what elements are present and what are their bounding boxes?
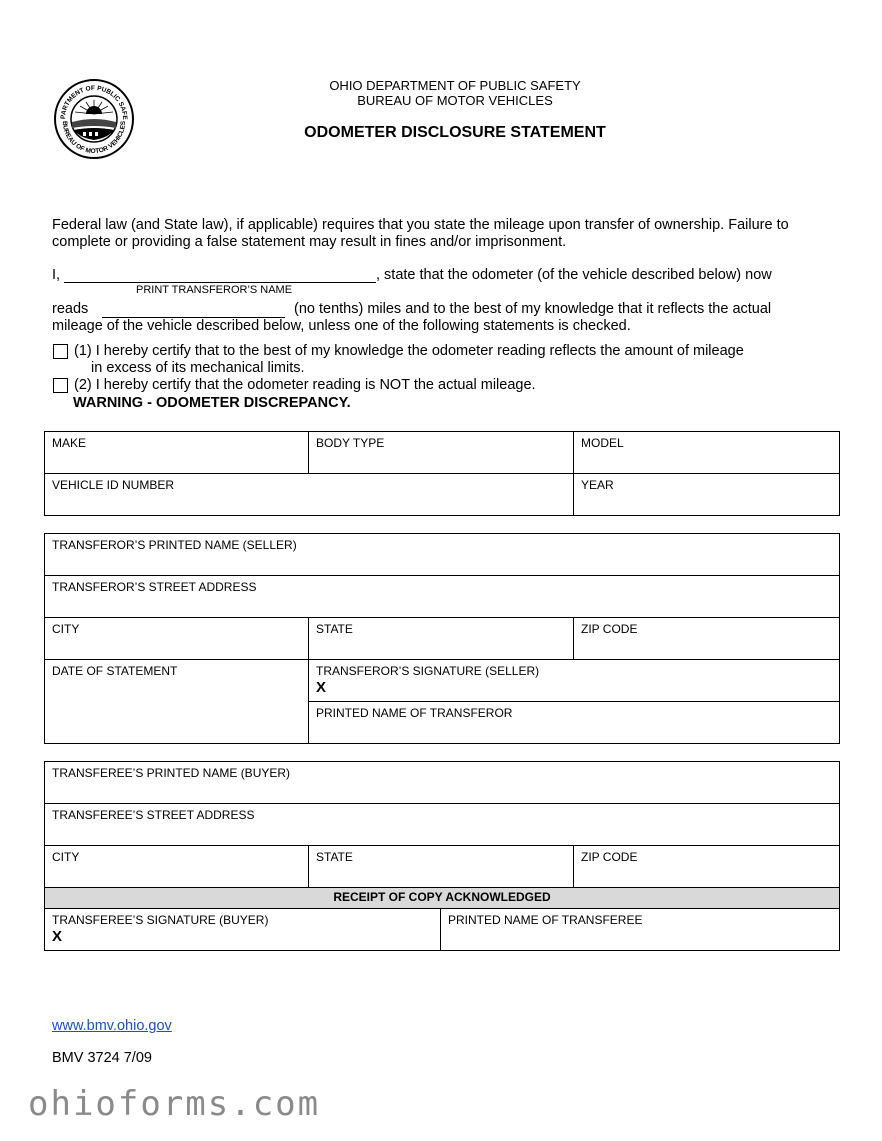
transferor-state-label: STATE: [316, 622, 353, 636]
transferee-zip-label: ZIP CODE: [581, 850, 638, 864]
year-field[interactable]: [574, 474, 840, 516]
model-field[interactable]: [574, 432, 840, 474]
checkbox-not-actual-mileage[interactable]: [53, 378, 68, 393]
make-field[interactable]: [45, 432, 309, 474]
checkbox-mechanical-limits[interactable]: [53, 344, 68, 359]
transferor-address-field[interactable]: [45, 576, 840, 618]
transferee-address-label: TRANSFEREE’S STREET ADDRESS: [52, 808, 255, 822]
transferee-zip-field[interactable]: [574, 846, 840, 888]
svg-text:DEPARTMENT OF PUBLIC SAFETY: PARTMENT OF PUBLIC SAFE: [59, 84, 129, 120]
page-title: ODOMETER DISCLOSURE STATEMENT: [304, 124, 606, 141]
transferee-signature-x: X: [52, 928, 63, 945]
warning-text: WARNING - ODOMETER DISCREPANCY.: [73, 395, 351, 411]
transferee-table: [44, 761, 840, 951]
form-number: BMV 3724 7/09: [52, 1050, 152, 1066]
intro-line-2: complete or providing a false statement may result in fines and/or imprisonment.: [52, 234, 567, 250]
bmv-website-link[interactable]: www.bmv.ohio.gov: [52, 1018, 172, 1034]
make-label: MAKE: [52, 436, 87, 450]
intro-line-1: Federal law (and State law), if applicable) requires that you state the mileage upon transfer of ownership. Failure to: [52, 217, 789, 233]
transferee-signature-field[interactable]: [45, 909, 441, 951]
transferee-name-field[interactable]: [45, 762, 840, 804]
transferor-name-line[interactable]: [64, 282, 376, 283]
transferor-city-label: CITY: [52, 622, 80, 636]
check-1-line-1: (1) I hereby certify that to the best of my knowledge the odometer reading reflects the amount of mileage: [74, 343, 744, 359]
receipt-acknowledged-band: RECEIPT OF COPY ACKNOWLEDGED: [45, 888, 840, 909]
reads-label: reads: [52, 301, 89, 317]
transferor-state-field[interactable]: [309, 618, 574, 660]
statement-date-field[interactable]: [45, 660, 309, 744]
agency-line-1: OHIO DEPARTMENT OF PUBLIC SAFETY: [329, 78, 581, 93]
model-label: MODEL: [581, 436, 624, 450]
vin-label: VEHICLE ID NUMBER: [52, 478, 175, 492]
watermark: ohioforms.com: [28, 1084, 321, 1124]
check-2-line-1: (2) I hereby certify that the odometer reading is NOT the actual mileage.: [74, 377, 536, 393]
transferor-printed-name-label: PRINTED NAME OF TRANSFEROR: [316, 706, 513, 720]
transferor-address-label: TRANSFEROR’S STREET ADDRESS: [52, 580, 257, 594]
transferor-city-field[interactable]: [45, 618, 309, 660]
statement-after-reading: (no tenths) miles and to the best of my knowledge that it reflects the actual: [294, 301, 772, 317]
transferor-zip-label: ZIP CODE: [581, 622, 638, 636]
transferee-city-field[interactable]: [45, 846, 309, 888]
transferor-signature-x: X: [316, 679, 327, 696]
year-label: YEAR: [581, 478, 614, 492]
transferor-signature-label: TRANSFEROR’S SIGNATURE (SELLER): [316, 664, 540, 678]
statement-prefix: I,: [52, 267, 61, 283]
transferee-printed-name-label: PRINTED NAME OF TRANSFEREE: [448, 913, 643, 927]
transferee-city-label: CITY: [52, 850, 80, 864]
transferor-printed-name-field[interactable]: [309, 702, 840, 744]
transferee-address-field[interactable]: [45, 804, 840, 846]
body-type-field[interactable]: [309, 432, 574, 474]
agency-line-2: BUREAU OF MOTOR VEHICLES: [357, 93, 553, 108]
transferor-table: [44, 533, 840, 744]
check-1-line-2: in excess of its mechanical limits.: [91, 360, 305, 376]
statement-date-label: DATE OF STATEMENT: [52, 664, 178, 678]
transferor-name-caption: PRINT TRANSFEROR’S NAME: [136, 284, 293, 296]
statement-line-3: mileage of the vehicle described below, unless one of the following statements is checked.: [52, 318, 631, 334]
body-type-label: BODY TYPE: [316, 436, 385, 450]
transferee-printed-name-field[interactable]: [441, 909, 840, 951]
transferee-signature-label: TRANSFEREE’S SIGNATURE (BUYER): [52, 913, 269, 927]
vehicle-table: [44, 431, 840, 516]
transferor-zip-field[interactable]: [574, 618, 840, 660]
transferee-state-field[interactable]: [309, 846, 574, 888]
transferor-signature-field[interactable]: [309, 660, 840, 702]
transferor-name-field[interactable]: [45, 534, 840, 576]
transferee-name-label: TRANSFEREE’S PRINTED NAME (BUYER): [52, 766, 291, 780]
statement-after-name: , state that the odometer (of the vehicle described below) now: [376, 267, 772, 283]
svg-text:BUREAU OF MOTOR VEHICLES: BUREAU OF MOTOR VEHICLES: [60, 120, 128, 156]
transferee-state-label: STATE: [316, 850, 353, 864]
transferor-name-label: TRANSFEROR’S PRINTED NAME (SELLER): [52, 538, 297, 552]
vin-field[interactable]: [45, 474, 574, 516]
